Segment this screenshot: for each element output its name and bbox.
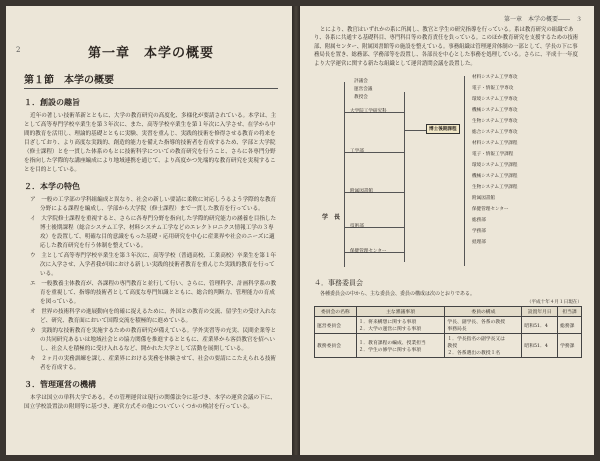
org-leaf: 総合システム工学専攻 <box>472 130 518 136</box>
table-cell: 昭和51．4 <box>522 317 558 334</box>
org-node: 技術部 <box>350 224 364 230</box>
org-leaf: 経理部 <box>472 240 486 246</box>
org-council: 教授会 <box>354 95 368 101</box>
org-node: 大学院工学研究科 <box>350 109 387 115</box>
org-leaf: 電子・情報工学課程 <box>472 152 514 158</box>
org-leaf: 電子・情報工学専攻 <box>472 86 514 92</box>
org-leaf: 生物システム工学専攻 <box>472 119 518 125</box>
org-node: 附属図書館 <box>350 189 373 195</box>
heading-administration: ３．管理運営の機構 <box>24 379 96 389</box>
org-leaf: 学務部 <box>472 229 486 235</box>
paragraph-founding: 近年の著しい技術革新とともに、大学の教育研究の高度化、多様化が要請されている。本学は、主として高等専門学校卒業生を第３年次に、また、高等学校卒業生を第１年次に入学させ、在学から中間的教育を活用し、理論的基礎とともに実験、実習を重んじ、実践的技術を修得させる教育の将来を目ざしており、より高度な実践的、創造的能力を備えた指導的技術者を育成するため、学部と大学院（修士課程）とを一貫した体系のもとに技術科学についての教育研究を行うこと、さらに各専門分野を指向した学際的な講座編成により地域連携を通じて、より高度かつ先端的な教育研究を実現することを目的としている。 <box>24 113 277 173</box>
table-row <box>315 317 582 334</box>
committee-table <box>314 306 582 358</box>
paragraph-organization: とにより、教官はいずれかの系に所属し、教官と学生の研究指導を行っている。系は教育研究の組織であり、各系に共通する基礎科目、専門科目等の教育責任を負っている。このほか教育研究を支援するための技術部、附属センター、附属図書館等の施設を整えている。事務組織は管理運営体制の一部として、学長の下に事務局長を置き、総務部、学務部等を設置し、各部長を中心とした事務を処理している。さらに、平成十一年度より大学運営に関する新たな組織として運営諮問会議を設置した。 <box>314 27 579 67</box>
table-cell: 教務委員会 <box>315 334 357 358</box>
org-leaf: 附属図書館 <box>472 196 495 202</box>
table-cell: 運営委員会 <box>315 317 357 334</box>
list-item: オ 世界の技術科学の進展動向を的確に捉えるために、外国との教育の交流、留学生の受け入れなど、研究、教育面において国際交流を積極的に進めている。 <box>30 309 277 324</box>
org-node: 保健管理センター <box>350 249 387 255</box>
paragraph-administration: 本学は国立の単科大学である。その管理運営は現行の関係法令に基づき、本学の運営会議の下に、国立学校設置法の附則等に基づき、運営方式その他についていくつかの検討を行っている。 <box>24 395 276 410</box>
column-header: 委員の構成 <box>445 307 522 317</box>
table-cell: １．将来構想に関する事項 ２．大学の運営に関する事項 <box>356 317 445 334</box>
table-header-row <box>315 307 582 317</box>
chapter-title: 第一章 本学の概要 <box>87 46 214 61</box>
list-item: ア 一般の工学部の学科組編成と異なり、社会の新しい要請に柔軟に対応しうるよう学際的な教育分野による課程を編成し、学部から大学院（修士課程）まで一貫した教育を行っている。 <box>30 197 277 212</box>
org-leaf: 材料システム工学課程 <box>472 141 518 147</box>
table-cell: 総務課 <box>558 317 582 334</box>
feature-list <box>24 196 278 373</box>
list-item: カ 実践的な技術教育を実施するための教育研究が備えている。学外実習等の充実、民間企業等との共同研究あるいは地域社会との協力関係を推進するとともに、産業界から客員教官を招へいし、社会人を積極的に受け入れるなど、開かれた大学として活動を展開している。 <box>30 328 277 352</box>
org-leaf: 環境システム工学専攻 <box>472 97 518 103</box>
list-item: キ ２ヶ月の実務訓練を課し、産業界における実務を体験させて、社会の要請にこたえられる技術者を育成する。 <box>30 356 277 371</box>
page-number: 2 <box>16 46 21 54</box>
org-leaf: 総務部 <box>472 218 486 224</box>
org-node: 工学部 <box>350 149 364 155</box>
org-leaf: 環境システム工学課程 <box>472 163 518 169</box>
list-item: イ 大学院修士課程を重視すると、さらに各専門分野を指向した学際的研究能力の涵養を目指した博士後期課程（総合システム工学、材料システム工学などのエレクトロニクス情報工学の３専攻）を設置して、明確な目的意識をもった基礎・応用研究を中心に産業界や社会のニーズに適応した教育研究を行う体制を整えている。 <box>30 216 277 249</box>
org-leaf: 生物システム工学課程 <box>472 185 518 191</box>
list-item: エ 一般教養主体教育が、各課程の専門教育と並行して行い、さらに、管理科学、計画科学系の教育を重視して、指導的技術者として高度な専門知識とともに、総合的判断力、管理能力の育成を図っている。 <box>30 281 277 305</box>
table-cell: 学長、副学長、各系の教授 事務局長 <box>445 317 522 334</box>
running-head: 第一章 本学の概要―― ３ <box>503 16 582 23</box>
table-cell: １．学長指名の副学長又は 教授 ２．各系選出の教授１名 <box>445 334 522 358</box>
column-header: 委員会の名称 <box>315 307 357 317</box>
table-cell: １．教育課程の編成、授業担当 ２．学生の修学に関する事項 <box>356 334 445 358</box>
right-page <box>300 6 594 455</box>
section-title: 第１節 本学の概要 <box>24 71 278 89</box>
left-page <box>6 6 292 455</box>
org-leaf: 機械システム工学課程 <box>472 174 518 180</box>
highlighted-node: 博士後期課程 <box>426 124 460 134</box>
org-leaf: 材料システム工学専攻 <box>472 75 518 81</box>
table-row <box>315 334 582 358</box>
org-leaf: 保健管理センター <box>472 207 509 213</box>
book-spine <box>292 6 300 455</box>
column-header: 主な審議事項 <box>356 307 445 317</box>
table-cell: 学務課 <box>558 334 582 358</box>
org-council: 運営会議 <box>354 87 373 93</box>
org-leaf: 機械システム工学専攻 <box>472 108 518 114</box>
heading-features: ２．本学の特色 <box>24 181 80 191</box>
heading-founding: １．創設の趣旨 <box>24 97 80 107</box>
table-cell: 昭和51．4 <box>522 334 558 358</box>
org-root: 学 長 <box>322 214 341 222</box>
org-council: 評議会 <box>354 79 368 85</box>
column-header: 担当課 <box>558 307 582 317</box>
committee-heading: ４．事務委員会 <box>314 279 363 288</box>
column-header: 設置年月日 <box>522 307 558 317</box>
table-date: （平成十年４月１日現在） <box>526 300 582 306</box>
committee-note: 各種委員会の中から、主な委員会、委員の構成は次のとおりである。 <box>320 291 476 298</box>
list-item: ウ 主として高等専門学校卒業生を第３年次に、高等学校（普通高校、工業高校）卒業生を第１年次に入学させ、入学者我が国における新しい実践的技術者教育を重んじた実践的教育を行っている。 <box>30 253 277 277</box>
org-chart <box>314 72 582 272</box>
